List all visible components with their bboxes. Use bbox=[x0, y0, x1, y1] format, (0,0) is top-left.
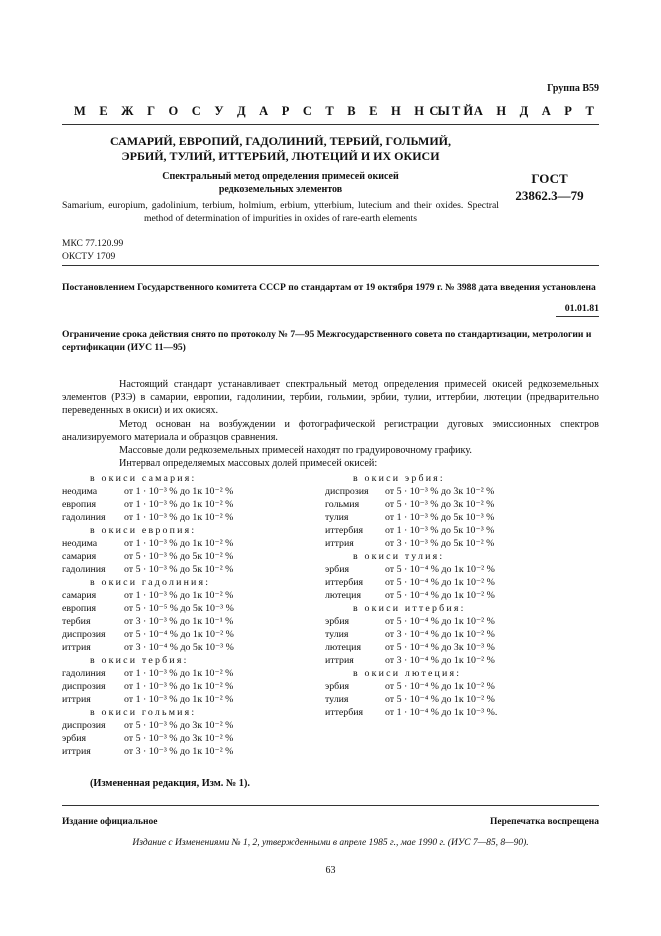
range-value: от 3 · 10⁻⁴ % до 1к 10⁻² % bbox=[385, 655, 495, 666]
element-name: иттрия bbox=[325, 655, 354, 666]
classification-codes bbox=[62, 238, 123, 264]
element-name: диспрозия bbox=[62, 681, 106, 692]
footer bbox=[62, 817, 599, 827]
document-subtitle bbox=[62, 170, 499, 196]
range-group-header: в окиси европия: bbox=[90, 525, 197, 536]
element-name: неодима bbox=[62, 486, 98, 497]
element-name: европия bbox=[62, 603, 97, 614]
range-value: от 3 · 10⁻³ % до 1к 10⁻² % bbox=[124, 746, 234, 757]
range-value: от 1 · 10⁻³ % до 1к 10⁻² % bbox=[124, 668, 234, 679]
english-title: Samarium, europium, gadolinium, terbium, holmium, erbium, ytterbium, lutecium and their oxides. Spectral method of determination of impurities in oxides of rare-earth elements bbox=[62, 200, 499, 224]
range-row bbox=[325, 524, 599, 537]
range-row bbox=[62, 732, 322, 745]
range-group-header: в окиси иттербия: bbox=[353, 603, 466, 614]
range-value: от 5 · 10⁻³ % до 5к 10⁻² % bbox=[124, 551, 234, 562]
range-group-header: в окиси эрбия: bbox=[353, 473, 445, 484]
element-name: тулия bbox=[325, 512, 349, 523]
gost-number: 23862.3—79 bbox=[515, 188, 584, 203]
element-name: самария bbox=[62, 590, 97, 601]
element-name: тербия bbox=[62, 616, 91, 627]
range-value: от 1 · 10⁻³ % до 1к 10⁻² % bbox=[124, 512, 234, 523]
range-row bbox=[325, 693, 599, 706]
mks-code: МКС 77.120.99 bbox=[62, 239, 124, 249]
page-number: 63 bbox=[325, 865, 336, 876]
element-name: иттрия bbox=[62, 746, 91, 757]
ranges-right-column bbox=[325, 472, 599, 719]
element-name: тулия bbox=[325, 629, 349, 640]
decree-text: Постановлением Государственного комитета СССР по стандартам от 19 октября 1979 г. № 3988 дата введения установлена bbox=[62, 282, 596, 293]
range-row bbox=[62, 667, 322, 680]
ranges-left-column bbox=[62, 472, 322, 758]
standard-banner bbox=[74, 104, 599, 119]
range-value: от 1 · 10⁻³ % до 5к 10⁻³ % bbox=[385, 525, 495, 536]
element-name: гадолиния bbox=[62, 668, 106, 679]
element-name: эрбия bbox=[325, 616, 350, 627]
element-name: иттербия bbox=[325, 525, 364, 536]
range-row bbox=[325, 485, 599, 498]
range-value: от 1 · 10⁻³ % до 1к 10⁻² % bbox=[124, 590, 234, 601]
subtitle-line-1: Спектральный метод определения примесей окисей bbox=[162, 171, 399, 182]
official-edition: Издание официальное bbox=[62, 817, 158, 827]
range-value: от 5 · 10⁻³ % до 5к 10⁻² % bbox=[124, 564, 234, 575]
date-underline bbox=[556, 316, 599, 317]
range-row bbox=[62, 485, 322, 498]
range-value: от 5 · 10⁻⁴ % до 1к 10⁻² % bbox=[385, 694, 495, 705]
element-name: иттрия bbox=[325, 538, 354, 549]
range-value: от 5 · 10⁻⁴ % до 1к 10⁻² % bbox=[385, 577, 495, 588]
header-rule bbox=[62, 265, 599, 266]
amendment-note: (Измененная редакция, Изм. № 1). bbox=[90, 778, 250, 789]
range-row bbox=[62, 498, 322, 511]
body-text bbox=[62, 378, 599, 470]
range-value: от 3 · 10⁻⁴ % до 1к 10⁻² % bbox=[385, 629, 495, 640]
element-name: диспрозия bbox=[62, 629, 106, 640]
element-name: эрбия bbox=[62, 733, 87, 744]
limit-text: Ограничение срока действия снято по протоколу № 7—95 Межгосударственного совета по стандартизации, метрологии и сертификации (ИУС 11—95) bbox=[62, 329, 592, 353]
range-row bbox=[62, 680, 322, 693]
paragraph-4: Интервал определяемых массовых долей примесей окисей: bbox=[119, 458, 378, 470]
range-row bbox=[325, 680, 599, 693]
range-row bbox=[62, 615, 322, 628]
range-row bbox=[62, 537, 322, 550]
edition-note: Издание с Изменениями № 1, 2, утвержденными в апреле 1985 г., мае 1990 г. (ИУС 7—85, 8—90). bbox=[132, 838, 529, 848]
range-group-header: в окиси гадолиния: bbox=[90, 577, 211, 588]
range-value: от 5 · 10⁻³ % до 3к 10⁻² % bbox=[385, 499, 495, 510]
range-row bbox=[325, 615, 599, 628]
range-value: от 5 · 10⁻³ % до 3к 10⁻² % bbox=[385, 486, 495, 497]
document-title bbox=[62, 134, 499, 164]
range-value: от 1 · 10⁻⁴ % до 1к 10⁻³ %. bbox=[385, 707, 498, 718]
range-group-header: в окиси самария: bbox=[90, 473, 197, 484]
element-name: иттербия bbox=[325, 577, 364, 588]
range-row bbox=[325, 537, 599, 550]
range-value: от 5 · 10⁻⁴ % до 1к 10⁻² % bbox=[124, 629, 234, 640]
range-row bbox=[62, 602, 322, 615]
intro-date: 01.01.81 bbox=[564, 303, 599, 314]
range-row bbox=[325, 628, 599, 641]
range-value: от 5 · 10⁻⁴ % до 1к 10⁻² % bbox=[385, 616, 495, 627]
paragraph-3: Массовые доли редкоземельных примесей находят по градуировочному графику. bbox=[119, 445, 472, 457]
range-value: от 1 · 10⁻³ % до 1к 10⁻² % bbox=[124, 486, 234, 497]
element-name: иттербия bbox=[325, 707, 364, 718]
range-row bbox=[325, 498, 599, 511]
range-row bbox=[62, 693, 322, 706]
element-name: тулия bbox=[325, 694, 349, 705]
element-name: эрбия bbox=[325, 681, 350, 692]
range-value: от 5 · 10⁻⁵ % до 5к 10⁻³ % bbox=[124, 603, 234, 614]
element-name: лютеция bbox=[325, 642, 361, 653]
paragraph-1: Настоящий стандарт устанавливает спектральный метод определения примесей окисей редкоземельных элементов (РЗЭ) в самарии, европии, гадолинии, тербии, гольмии, эрбии, тулии, иттербии, лютеции (предварительно переведенных в окиси) и их окисях. bbox=[62, 379, 599, 417]
range-value: от 5 · 10⁻³ % до 3к 10⁻² % bbox=[124, 733, 234, 744]
range-row bbox=[325, 706, 599, 719]
range-row bbox=[325, 589, 599, 602]
range-value: от 1 · 10⁻³ % до 1к 10⁻² % bbox=[124, 694, 234, 705]
title-line-2: ЭРБИЙ, ТУЛИЙ, ИТТЕРБИЙ, ЛЮТЕЦИЙ И ИХ ОКИСИ bbox=[121, 149, 440, 163]
element-name: европия bbox=[62, 499, 97, 510]
element-name: эрбия bbox=[325, 564, 350, 575]
range-row bbox=[62, 589, 322, 602]
paragraph-2: Метод основан на возбуждении и фотографической регистрации дуговых эмиссионных спектров анализируемого материала и образцов сравнения. bbox=[62, 418, 599, 443]
element-name: неодима bbox=[62, 538, 98, 549]
range-row bbox=[325, 641, 599, 654]
reprint-notice: Перепечатка воспрещена bbox=[489, 817, 599, 827]
element-name: лютеция bbox=[325, 590, 361, 601]
range-row bbox=[62, 511, 322, 524]
range-value: от 1 · 10⁻³ % до 1к 10⁻² % bbox=[124, 499, 234, 510]
range-value: от 5 · 10⁻³ % до 3к 10⁻² % bbox=[124, 720, 234, 731]
range-group-header: в окиси гольмия: bbox=[90, 707, 197, 718]
footer-rule bbox=[62, 805, 599, 806]
range-value: от 5 · 10⁻⁴ % до 1к 10⁻² % bbox=[385, 681, 495, 692]
range-value: от 5 · 10⁻⁴ % до 3к 10⁻³ % bbox=[385, 642, 495, 653]
range-row bbox=[62, 719, 322, 732]
title-line-1: САМАРИЙ, ЕВРОПИЙ, ГАДОЛИНИЙ, ТЕРБИЙ, ГОЛЬМИЙ, bbox=[110, 134, 451, 148]
element-name: диспрозия bbox=[325, 486, 369, 497]
element-name: диспрозия bbox=[62, 720, 106, 731]
range-row bbox=[62, 628, 322, 641]
range-value: от 5 · 10⁻⁴ % до 1к 10⁻² % bbox=[385, 590, 495, 601]
range-row bbox=[62, 563, 322, 576]
range-value: от 3 · 10⁻⁴ % до 5к 10⁻³ % bbox=[124, 642, 234, 653]
range-value: от 1 · 10⁻³ % до 1к 10⁻² % bbox=[124, 681, 234, 692]
range-row bbox=[62, 550, 322, 563]
gost-label: ГОСТ bbox=[531, 171, 568, 186]
banner-left: М Е Ж Г О С У Д А Р С Т В Е Н Н Ы Й bbox=[74, 104, 479, 118]
range-row bbox=[325, 654, 599, 667]
group-code: Группа В59 bbox=[547, 83, 599, 94]
range-row bbox=[62, 745, 322, 758]
range-row bbox=[325, 511, 599, 524]
range-group-header: в окиси тербия: bbox=[90, 655, 189, 666]
element-name: гадолиния bbox=[62, 512, 106, 523]
range-value: от 1 · 10⁻³ % до 1к 10⁻² % bbox=[124, 538, 234, 549]
element-name: самария bbox=[62, 551, 97, 562]
range-group-header: в окиси тулия: bbox=[353, 551, 445, 562]
range-row bbox=[325, 576, 599, 589]
range-group-header: в окиси лютеция: bbox=[353, 668, 462, 679]
range-row bbox=[62, 641, 322, 654]
subtitle-line-2: редкоземельных элементов bbox=[218, 184, 343, 195]
element-name: иттрия bbox=[62, 694, 91, 705]
banner-right: С Т А Н Д А Р Т bbox=[429, 104, 599, 118]
element-name: иттрия bbox=[62, 642, 91, 653]
top-rule bbox=[62, 124, 599, 125]
range-row bbox=[325, 563, 599, 576]
okstu-code: ОКСТУ 1709 bbox=[62, 252, 116, 262]
range-value: от 3 · 10⁻³ % до 5к 10⁻² % bbox=[385, 538, 495, 549]
element-name: гольмия bbox=[325, 499, 360, 510]
range-value: от 5 · 10⁻⁴ % до 1к 10⁻² % bbox=[385, 564, 495, 575]
gost-designation bbox=[500, 170, 599, 204]
range-value: от 1 · 10⁻³ % до 5к 10⁻³ % bbox=[385, 512, 495, 523]
range-value: от 3 · 10⁻³ % до 1к 10⁻¹ % bbox=[124, 616, 234, 627]
element-name: гадолиния bbox=[62, 564, 106, 575]
